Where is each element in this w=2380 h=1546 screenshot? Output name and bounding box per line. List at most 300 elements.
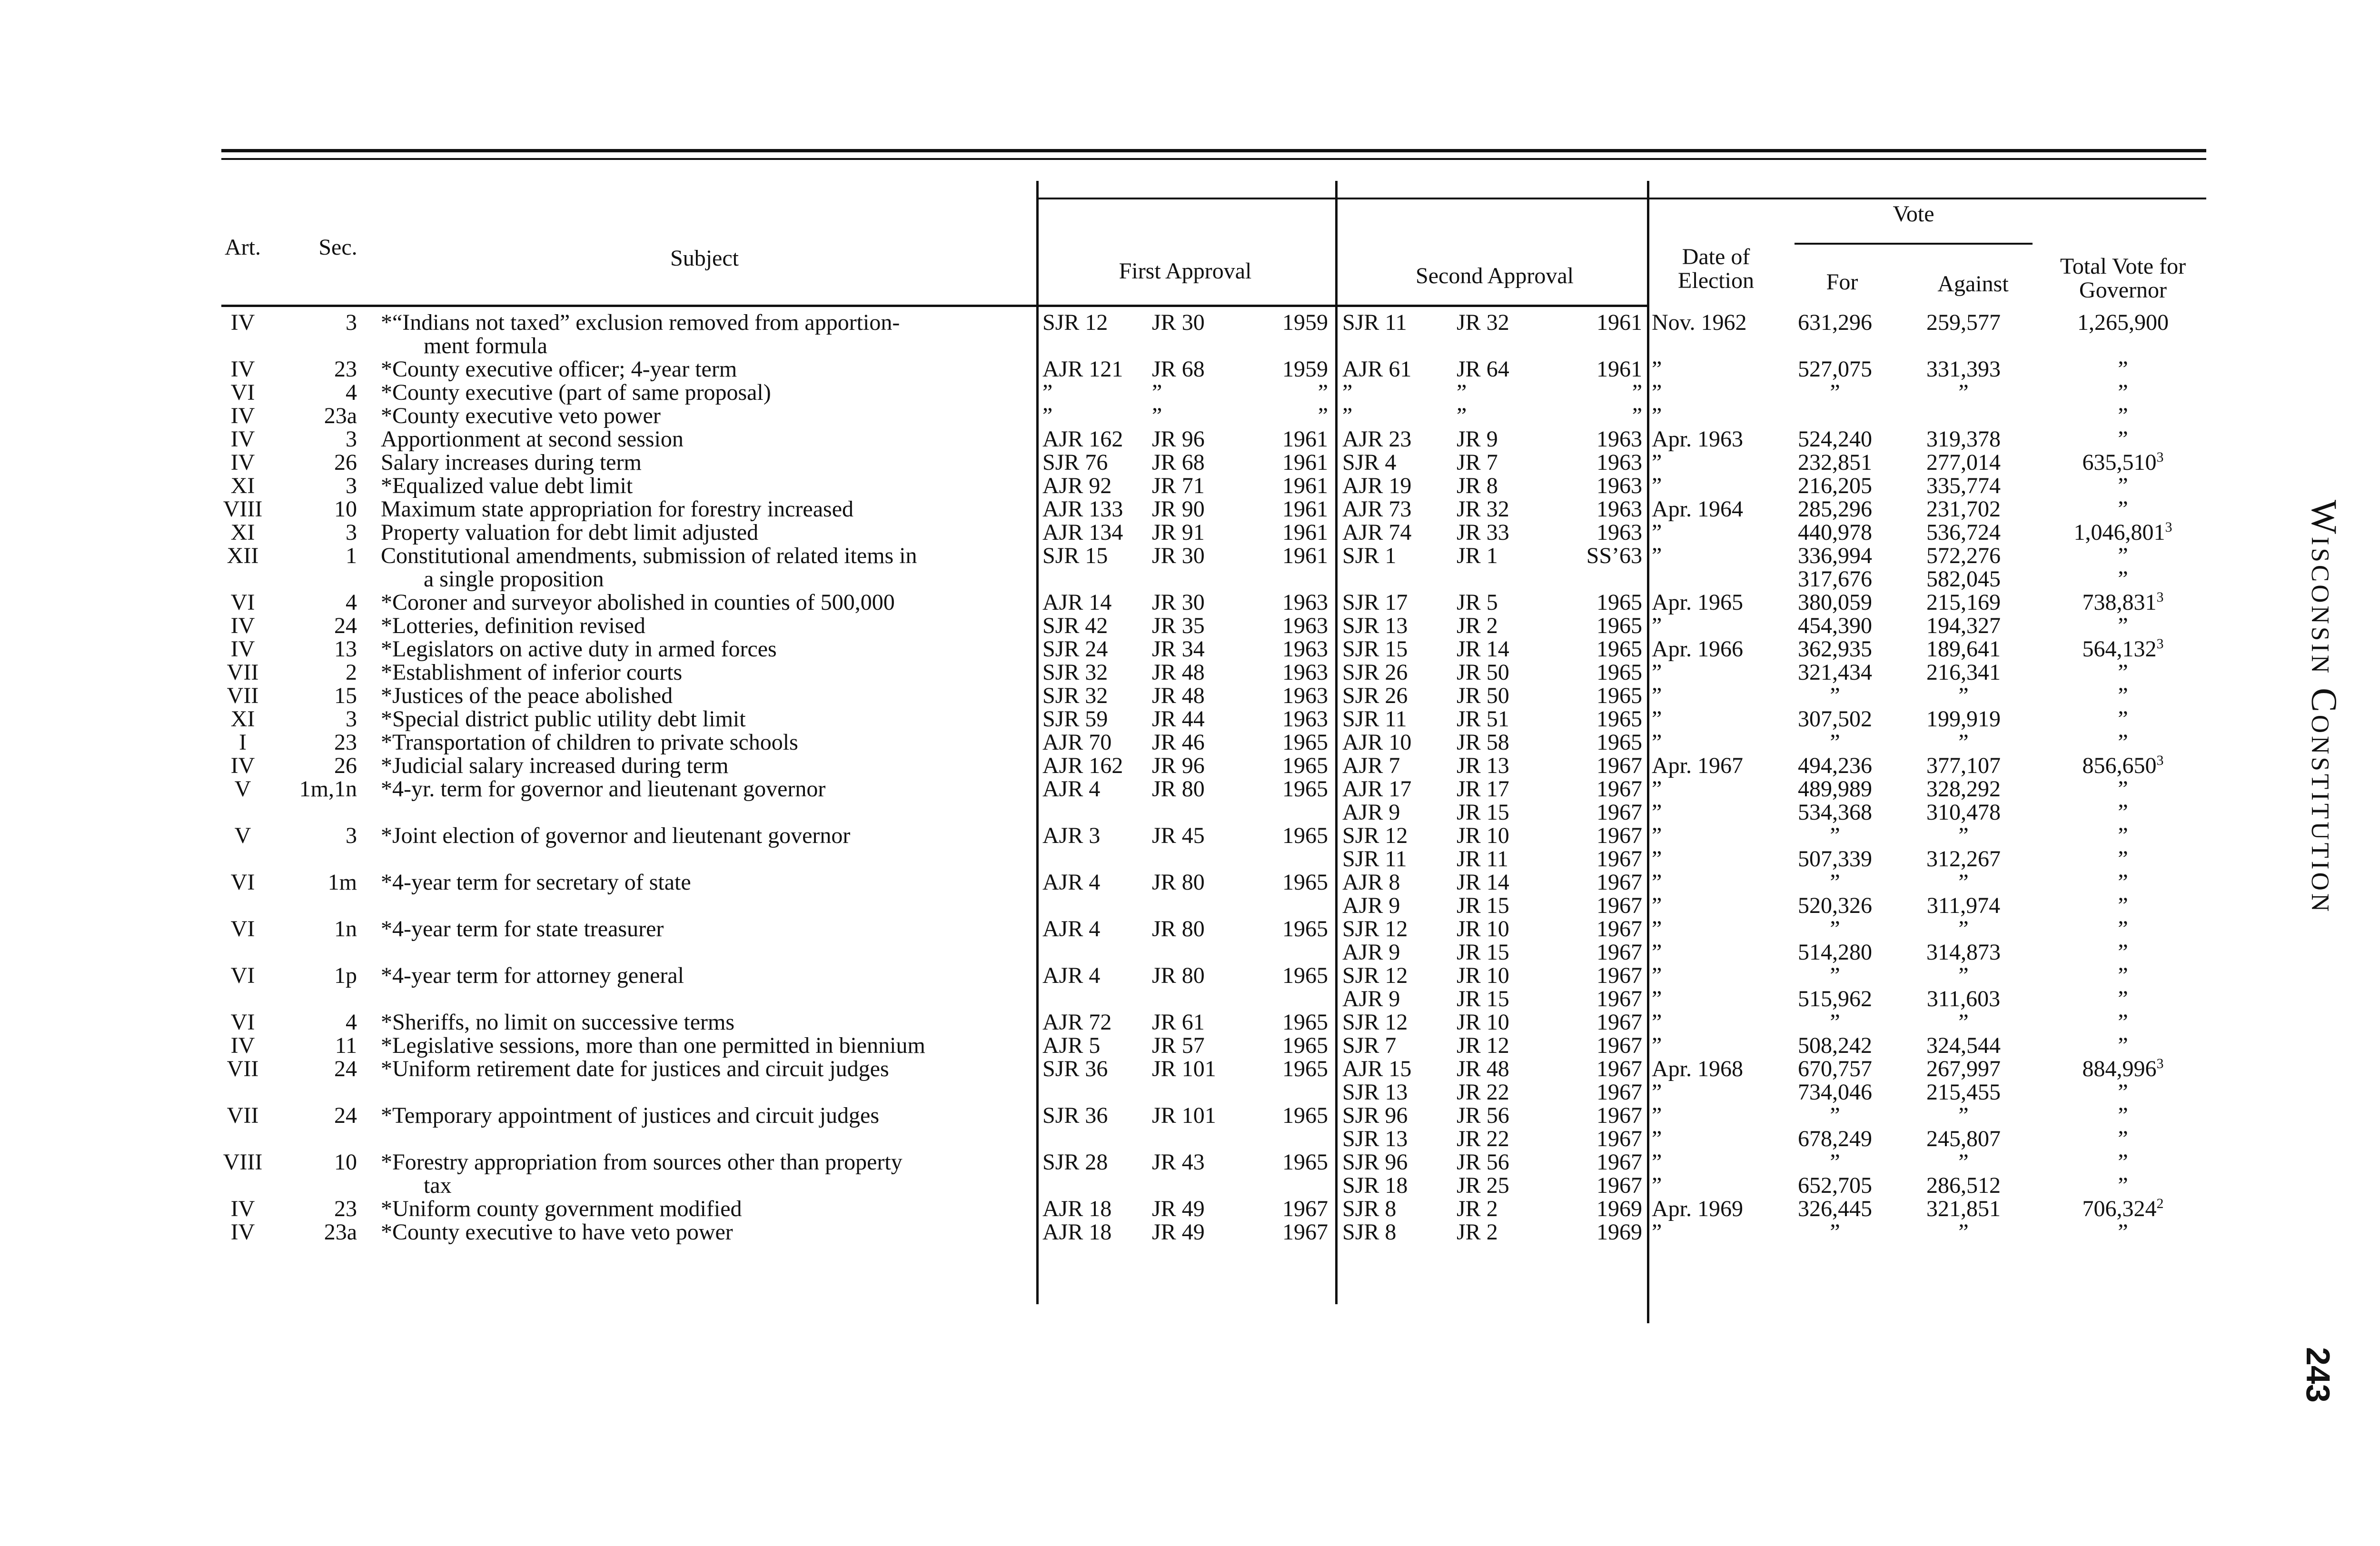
cell-second-res: AJR 23 [1342,426,1412,452]
cell-total-vote: 564,132$^3$ [2082,636,2164,662]
cell-subject: *Special district public utility debt limit [381,706,746,732]
cell-first-year: 1963 [1282,683,1328,708]
cell-first-jr: JR 43 [1152,1150,1205,1175]
cell-date: ” [1652,916,1662,941]
cell-art: IV [230,1196,255,1221]
cell-date: Apr. 1964 [1652,496,1743,522]
cell-second-year: 1967 [1597,963,1642,988]
cell-sec: 4 [346,590,357,615]
cell-total-vote: ” [2118,473,2128,498]
cell-second-res: SJR 12 [1342,823,1408,848]
cell-vote-against: 310,478 [1926,800,2001,825]
cell-second-jr: JR 56 [1457,1103,1509,1128]
cell-sec: 23 [334,1196,357,1221]
cell-art: IV [230,1219,255,1245]
cell-total-vote: ” [2118,566,2128,592]
footnote-marker: 2 [2156,1196,2164,1211]
cell-vote-against: ” [1958,823,1969,848]
cell-date: ” [1652,1173,1662,1198]
cell-first-year: 1965 [1282,776,1328,802]
cell-second-year: 1967 [1597,916,1642,941]
cell-second-res: AJR 9 [1342,893,1400,918]
cell-total-vote: ” [2118,660,2128,685]
top-rule-2 [221,158,2206,160]
cell-total-vote: ” [2118,496,2128,522]
cell-vote-for: ” [1830,683,1840,708]
cell-first-year: 1961 [1282,543,1328,568]
cell-vote-against: 216,341 [1926,660,2001,685]
cell-second-jr: ” [1457,403,1467,428]
cell-first-jr: JR 35 [1152,613,1205,638]
cell-date: ” [1652,450,1662,475]
cell-first-jr: JR 68 [1152,450,1205,475]
cell-second-jr: JR 13 [1457,753,1509,778]
cell-sec: 1 [346,543,357,568]
cell-total-vote: ” [2118,916,2128,941]
cell-second-year: 1967 [1597,940,1642,965]
cell-second-jr: JR 10 [1457,963,1509,988]
cell-vote-against: 324,544 [1926,1033,2001,1058]
col-divider-second-approval [1335,181,1338,1304]
footnote-marker: 3 [2156,449,2164,465]
cell-first-res: AJR 72 [1042,1010,1112,1035]
cell-date: ” [1652,730,1662,755]
cell-first-res: AJR 4 [1042,776,1101,802]
header-sec: Sec. [318,235,357,260]
cell-first-jr: JR 48 [1152,683,1205,708]
cell-sec: 11 [335,1033,357,1058]
cell-second-res: AJR 7 [1342,753,1400,778]
cell-second-res: SJR 12 [1342,1010,1408,1035]
cell-art: IV [230,426,255,452]
cell-second-res: AJR 73 [1342,496,1412,522]
cell-total-vote: ” [2118,800,2128,825]
cell-sec: 3 [346,520,357,545]
cell-first-year: 1965 [1282,963,1328,988]
cell-second-year: 1963 [1597,426,1642,452]
cell-sec: 15 [334,683,357,708]
cell-first-res: AJR 3 [1042,823,1101,848]
cell-first-jr: JR 101 [1152,1103,1216,1128]
cell-art: IV [230,1033,255,1058]
footnote-marker: 3 [2156,753,2164,768]
cell-first-year: 1965 [1282,823,1328,848]
cell-vote-against: 286,512 [1926,1173,2001,1198]
cell-total-vote: ” [2118,1103,2128,1128]
cell-total-vote: ” [2118,403,2128,428]
cell-vote-against: 215,455 [1926,1080,2001,1105]
cell-subject: *4-yr. term for governor and lieutenant governor [381,776,826,802]
cell-first-year: 1967 [1282,1219,1328,1245]
cell-first-res: AJR 4 [1042,916,1101,941]
cell-total-vote: ” [2118,426,2128,452]
cell-second-jr: JR 48 [1457,1056,1509,1081]
cell-vote-against: 328,292 [1926,776,2001,802]
cell-second-res: ” [1342,403,1353,428]
cell-date: ” [1652,543,1662,568]
cell-first-res: AJR 162 [1042,426,1123,452]
cell-subject: *County executive officer; 4-year term [381,357,737,382]
cell-second-res: SJR 4 [1342,450,1397,475]
cell-subject: *Forestry appropriation from sources other than property [381,1150,902,1175]
cell-vote-against: 572,276 [1926,543,2001,568]
cell-date: ” [1652,706,1662,732]
cell-first-res: SJR 59 [1042,706,1108,732]
cell-second-year: 1967 [1597,800,1642,825]
cell-second-res: AJR 10 [1342,730,1412,755]
cell-second-res: SJR 13 [1342,1126,1408,1151]
cell-vote-against: 311,603 [1926,986,2001,1011]
running-head [2304,500,2366,1000]
cell-first-res: SJR 42 [1042,613,1108,638]
cell-second-res: SJR 13 [1342,1080,1408,1105]
cell-second-jr: JR 15 [1457,986,1509,1011]
cell-vote-against: 335,774 [1926,473,2001,498]
cell-vote-for: ” [1830,1219,1840,1245]
cell-sec: 26 [334,450,357,475]
cell-second-jr: JR 64 [1457,357,1509,382]
cell-vote-for: 489,989 [1798,776,1872,802]
cell-sec: 3 [346,706,357,732]
cell-first-jr: JR 68 [1152,357,1205,382]
header-art: Art. [225,235,261,260]
cell-vote-for: 527,075 [1798,357,1872,382]
cell-sec: 4 [346,380,357,405]
cell-vote-against: 189,641 [1926,636,2001,662]
cell-date: ” [1652,520,1662,545]
cell-sec: 1m,1n [299,776,357,802]
cell-second-jr: JR 10 [1457,1010,1509,1035]
cell-art: VIII [223,496,263,522]
cell-total-vote: 1,265,900 [2077,310,2169,335]
cell-second-res: SJR 1 [1342,543,1397,568]
cell-second-jr: JR 2 [1457,613,1498,638]
cell-date: ” [1652,1150,1662,1175]
cell-vote-for: 232,851 [1798,450,1872,475]
cell-first-year: 1959 [1282,310,1328,335]
cell-vote-for: ” [1830,916,1840,941]
cell-vote-for: ” [1830,870,1840,895]
vote-rule [1795,243,2033,245]
cell-sec: 1p [334,963,357,988]
cell-sec: 3 [346,473,357,498]
cell-art: VII [227,1103,259,1128]
cell-first-jr: JR 90 [1152,496,1205,522]
cell-total-vote: ” [2118,706,2128,732]
cell-second-year: 1967 [1597,1056,1642,1081]
cell-second-year: 1967 [1597,776,1642,802]
cell-total-vote: 1,046,801$^3$ [2073,519,2172,545]
cell-vote-against: 199,919 [1926,706,2001,732]
cell-vote-for: 326,445 [1798,1196,1872,1221]
cell-first-year: 1965 [1282,916,1328,941]
cell-total-vote: ” [2118,380,2128,405]
cell-vote-for: 321,434 [1798,660,1872,685]
cell-second-year: 1965 [1597,683,1642,708]
cell-second-year: 1967 [1597,1103,1642,1128]
col-divider-first-approval [1036,181,1039,1304]
cell-second-jr: JR 10 [1457,823,1509,848]
cell-second-year: 1965 [1597,706,1642,732]
cell-date: ” [1652,940,1662,965]
cell-total-vote: ” [2118,613,2128,638]
cell-second-res: AJR 19 [1342,473,1412,498]
cell-subject: *County executive (part of same proposal) [381,380,771,405]
cell-second-jr: JR 51 [1457,706,1509,732]
cell-first-res: SJR 36 [1042,1103,1108,1128]
cell-subject: Apportionment at second session [381,426,684,452]
cell-vote-for: 734,046 [1798,1080,1872,1105]
cell-second-jr: JR 10 [1457,916,1509,941]
cell-first-jr: JR 49 [1152,1196,1205,1221]
cell-vote-against: ” [1958,916,1969,941]
cell-first-year: 1965 [1282,1056,1328,1081]
cell-second-res: AJR 17 [1342,776,1412,802]
cell-second-jr: JR 7 [1457,450,1498,475]
cell-first-res: SJR 12 [1042,310,1108,335]
cell-first-jr: JR 44 [1152,706,1205,732]
cell-date: ” [1652,1080,1662,1105]
cell-first-jr: ” [1152,380,1162,405]
cell-date: ” [1652,823,1662,848]
cell-date: Apr. 1968 [1652,1056,1743,1081]
cell-subject: Property valuation for debt limit adjusted [381,520,759,545]
cell-first-res: AJR 4 [1042,870,1101,895]
cell-second-res: SJR 15 [1342,636,1408,662]
cell-total-vote: ” [2118,776,2128,802]
footnote-marker: 3 [2156,636,2164,652]
cell-art: I [239,730,247,755]
cell-second-jr: JR 22 [1457,1126,1509,1151]
cell-subject: *Establishment of inferior courts [381,660,683,685]
cell-second-res: SJR 96 [1342,1150,1408,1175]
cell-subject: ment formula [424,333,547,358]
cell-vote-against: 267,997 [1926,1056,2001,1081]
cell-subject: *County executive veto power [381,403,661,428]
cell-second-res: SJR 26 [1342,683,1408,708]
cell-second-jr: JR 11 [1457,846,1508,872]
cell-date: ” [1652,683,1662,708]
cell-first-res: SJR 24 [1042,636,1108,662]
header-vote: Vote [1893,201,1934,227]
cell-vote-against: 245,807 [1926,1126,2001,1151]
cell-vote-for: 362,935 [1798,636,1872,662]
cell-vote-for: 307,502 [1798,706,1872,732]
cell-second-res: SJR 11 [1342,310,1407,335]
cell-first-year: 1965 [1282,1103,1328,1128]
cell-vote-against: 582,045 [1926,566,2001,592]
cell-first-jr: JR 34 [1152,636,1205,662]
cell-vote-for: ” [1830,1103,1840,1128]
cell-second-jr: JR 22 [1457,1080,1509,1105]
cell-first-year: 1959 [1282,357,1328,382]
cell-total-vote: 635,510$^3$ [2082,449,2164,475]
cell-date: ” [1652,403,1662,428]
cell-vote-against: 259,577 [1926,310,2001,335]
cell-second-jr: JR 2 [1457,1219,1498,1245]
cell-sec: 23a [324,1219,357,1245]
cell-first-jr: JR 45 [1152,823,1205,848]
cell-total-vote: ” [2118,1173,2128,1198]
cell-subject: *Uniform retirement date for justices and circuit judges [381,1056,889,1081]
cell-sec: 10 [334,496,357,522]
cell-total-vote: ” [2118,1126,2128,1151]
cell-first-res: SJR 76 [1042,450,1108,475]
cell-art: VI [230,916,255,941]
cell-sec: 1m [327,870,357,895]
cell-art: XI [230,473,255,498]
cell-subject: Constitutional amendments, submission of related items in [381,543,917,568]
cell-art: VIII [223,1150,263,1175]
cell-art: VII [227,683,259,708]
cell-first-year: 1961 [1282,426,1328,452]
cell-sec: 24 [334,613,357,638]
cell-first-year: 1963 [1282,706,1328,732]
cell-second-res: SJR 12 [1342,916,1408,941]
page-number [2299,1347,2356,1414]
cell-vote-for: 216,205 [1798,473,1872,498]
cell-vote-against: 377,107 [1926,753,2001,778]
cell-total-vote: ” [2118,963,2128,988]
cell-first-res: SJR 15 [1042,543,1108,568]
cell-date: ” [1652,800,1662,825]
cell-first-res: AJR 18 [1042,1219,1112,1245]
header-second-approval: Second Approval [1416,263,1574,288]
cell-second-res: AJR 74 [1342,520,1412,545]
cell-total-vote: ” [2118,1033,2128,1058]
cell-vote-for: 631,296 [1798,310,1872,335]
cell-vote-against: ” [1958,380,1969,405]
cell-second-year: 1965 [1597,590,1642,615]
cell-first-res: AJR 121 [1042,357,1123,382]
top-rule-1 [221,149,2206,152]
cell-second-res: SJR 17 [1342,590,1408,615]
cell-art: IV [230,403,255,428]
cell-vote-against: ” [1958,870,1969,895]
cell-total-vote: ” [2118,730,2128,755]
cell-second-jr: JR 50 [1457,683,1509,708]
cell-first-jr: JR 49 [1152,1219,1205,1245]
cell-art: IV [230,450,255,475]
cell-sec: 24 [334,1103,357,1128]
cell-vote-against: ” [1958,1010,1969,1035]
cell-date: ” [1652,357,1662,382]
cell-vote-against: ” [1958,963,1969,988]
cell-total-vote: ” [2118,1150,2128,1175]
cell-second-year: 1963 [1597,496,1642,522]
cell-first-res: SJR 32 [1042,660,1108,685]
cell-second-jr: JR 14 [1457,636,1509,662]
cell-total-vote: ” [2118,846,2128,872]
cell-subject: *Judicial salary increased during term [381,753,729,778]
cell-subject: *Lotteries, definition revised [381,613,645,638]
cell-vote-for: 534,368 [1798,800,1872,825]
cell-subject: *Joint election of governor and lieutenant governor [381,823,851,848]
cell-first-res: AJR 162 [1042,753,1123,778]
cell-first-res: AJR 14 [1042,590,1112,615]
cell-subject: *4-year term for state treasurer [381,916,664,941]
cell-vote-for: 285,296 [1798,496,1872,522]
cell-art: IV [230,357,255,382]
cell-second-jr: JR 17 [1457,776,1509,802]
cell-vote-against: ” [1958,683,1969,708]
header-for: For [1826,269,1858,295]
cell-vote-for: 652,705 [1798,1173,1872,1198]
cell-second-year: 1969 [1597,1196,1642,1221]
cell-total-vote: ” [2118,1219,2128,1245]
cell-sec: 1n [334,916,357,941]
cell-second-jr: JR 15 [1457,940,1509,965]
cell-second-res: SJR 7 [1342,1033,1397,1058]
cell-total-vote: ” [2118,893,2128,918]
cell-second-jr: JR 2 [1457,1196,1498,1221]
cell-first-jr: JR 101 [1152,1056,1216,1081]
cell-first-res: ” [1042,380,1053,405]
cell-sec: 3 [346,310,357,335]
cell-sec: 13 [334,636,357,662]
cell-art: VI [230,870,255,895]
cell-first-year: 1965 [1282,1150,1328,1175]
cell-subject: *4-year term for secretary of state [381,870,691,895]
cell-second-jr: ” [1457,380,1467,405]
cell-vote-for: 494,236 [1798,753,1872,778]
cell-second-year: 1967 [1597,1080,1642,1105]
cell-art: VI [230,380,255,405]
cell-subject: a single proposition [424,566,604,592]
cell-first-jr: JR 61 [1152,1010,1205,1035]
cell-date: ” [1652,613,1662,638]
cell-second-res: ” [1342,380,1353,405]
cell-second-jr: JR 50 [1457,660,1509,685]
cell-first-res: AJR 70 [1042,730,1112,755]
cell-second-jr: JR 56 [1457,1150,1509,1175]
cell-sec: 3 [346,426,357,452]
cell-total-vote: ” [2118,986,2128,1011]
cell-second-year: 1965 [1597,613,1642,638]
cell-vote-for: 507,339 [1798,846,1872,872]
footnote-marker: 3 [2156,589,2164,605]
cell-first-year: 1965 [1282,1010,1328,1035]
cell-subject: Maximum state appropriation for forestry increased [381,496,853,522]
cell-vote-for: 515,962 [1798,986,1872,1011]
cell-second-jr: JR 58 [1457,730,1509,755]
cell-vote-for: 514,280 [1798,940,1872,965]
cell-subject: *4-year term for attorney general [381,963,684,988]
cell-date: ” [1652,660,1662,685]
cell-sec: 23 [334,357,357,382]
cell-second-res: AJR 9 [1342,940,1400,965]
cell-second-year: SS’63 [1586,543,1642,568]
cell-first-jr: JR 91 [1152,520,1205,545]
cell-date: Apr. 1966 [1652,636,1743,662]
cell-sec: 23 [334,730,357,755]
cell-art: XI [230,706,255,732]
cell-sec: 4 [346,1010,357,1035]
cell-art: XI [230,520,255,545]
cell-art: IV [230,753,255,778]
cell-second-year: 1965 [1597,636,1642,662]
cell-vote-for: 670,757 [1798,1056,1872,1081]
cell-vote-for: 336,994 [1798,543,1872,568]
cell-first-jr: JR 80 [1152,776,1205,802]
cell-second-year: 1969 [1597,1219,1642,1245]
cell-first-jr: JR 57 [1152,1033,1205,1058]
cell-second-year: 1965 [1597,660,1642,685]
cell-vote-against: 321,851 [1926,1196,2001,1221]
cell-second-year: 1967 [1597,753,1642,778]
cell-date: ” [1652,1126,1662,1151]
cell-second-jr: JR 12 [1457,1033,1509,1058]
